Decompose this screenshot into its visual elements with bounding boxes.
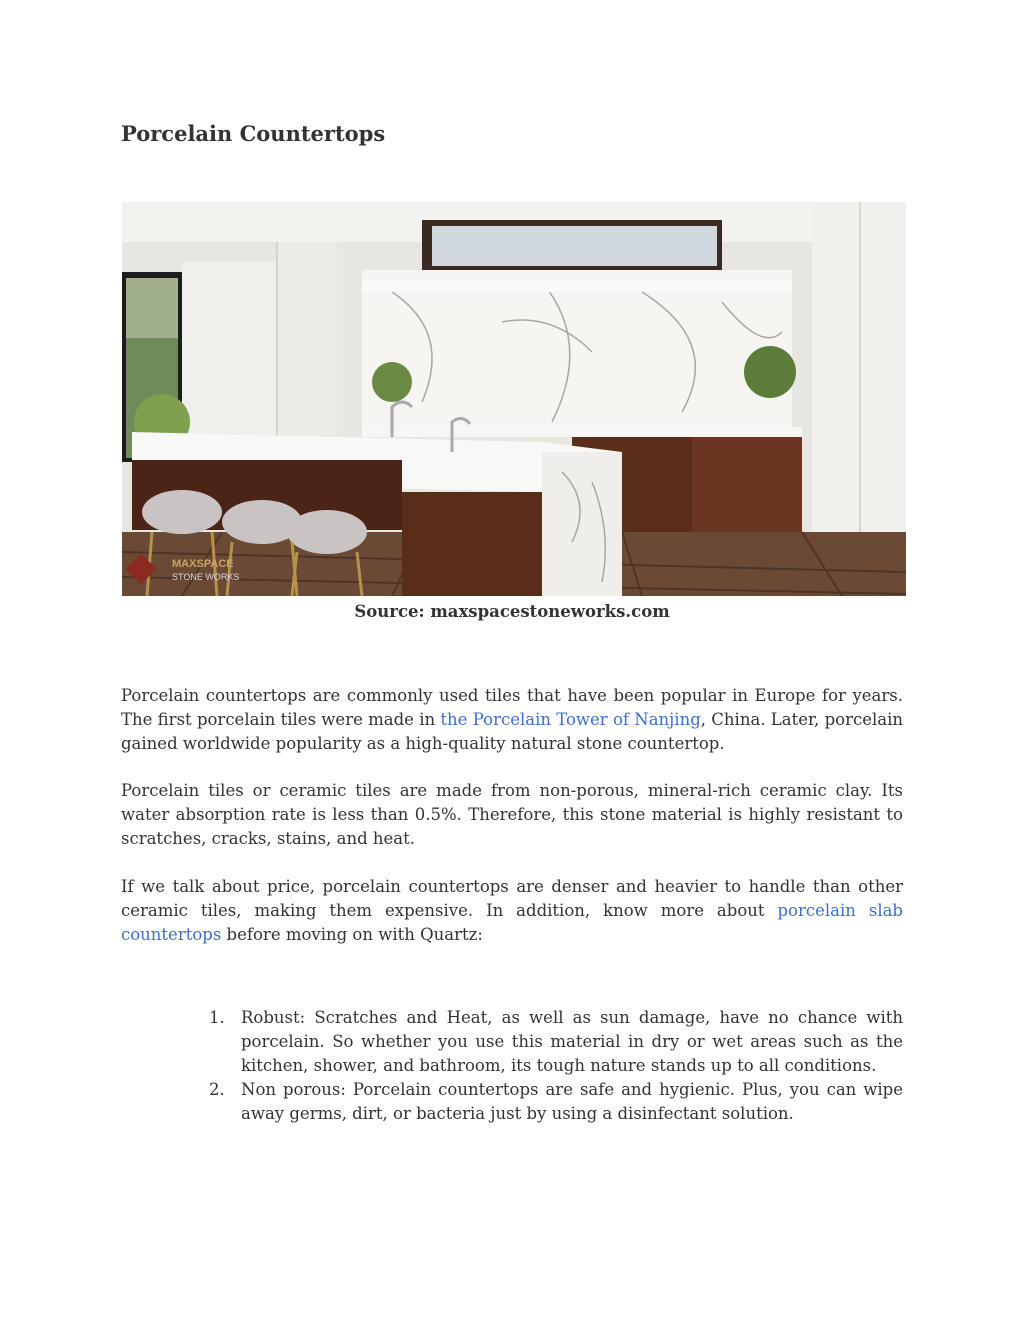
list-item-number: 1. [209,1008,225,1027]
list-item-number: 2. [209,1080,225,1099]
page-title: Porcelain Countertops [121,121,386,146]
list-item [209,1078,903,1126]
list-item [209,1006,903,1078]
porcelain-tower-link[interactable]: the Porcelain Tower of Nanjing [440,710,701,729]
paragraph-1 [121,684,903,756]
paragraph-1-post: , China. Later, porcelain gained worldwide popularity as a high-quality natural stone countertop. [121,710,903,753]
list-item-text: Robust: Scratches and Heat, as well as sun damage, have no chance with porcelain. So whether you use this material in dry or wet areas such as the kitchen, shower, and bathroom, its tough nature stands up to all conditions. [241,1008,903,1075]
porcelain-slab-link[interactable]: porcelain slab countertops [121,901,903,944]
watermark-line2: STONE WORKS [172,572,240,582]
watermark-line1: MAXSPACE [172,558,234,570]
paragraph-1-pre: Porcelain countertops are commonly used tiles that have been popular in Europe for years. The first porcelain tiles were made in [121,686,903,729]
paragraph-3-pre: If we talk about price, porcelain countertops are denser and heavier to handle than other ceramic tiles, making them expensive. In addition, know more about [121,877,903,920]
image-caption: Source: maxspacestoneworks.com [354,602,670,621]
paragraph-3-post: before moving on with Quartz: [221,925,483,944]
kitchen-photo [122,202,906,596]
paragraph-2: Porcelain tiles or ceramic tiles are made from non-porous, mineral-rich ceramic clay. Its water absorption rate is less than 0.5%. Therefore, this stone material is highly resistant to scratches, cracks, stains, and heat. [121,781,903,848]
paragraph-3 [121,875,903,947]
list-item-text: Non porous: Porcelain countertops are safe and hygienic. Plus, you can wipe away germs, dirt, or bacteria just by using a disinfectant solution. [241,1080,903,1123]
benefits-list [209,1006,903,1126]
